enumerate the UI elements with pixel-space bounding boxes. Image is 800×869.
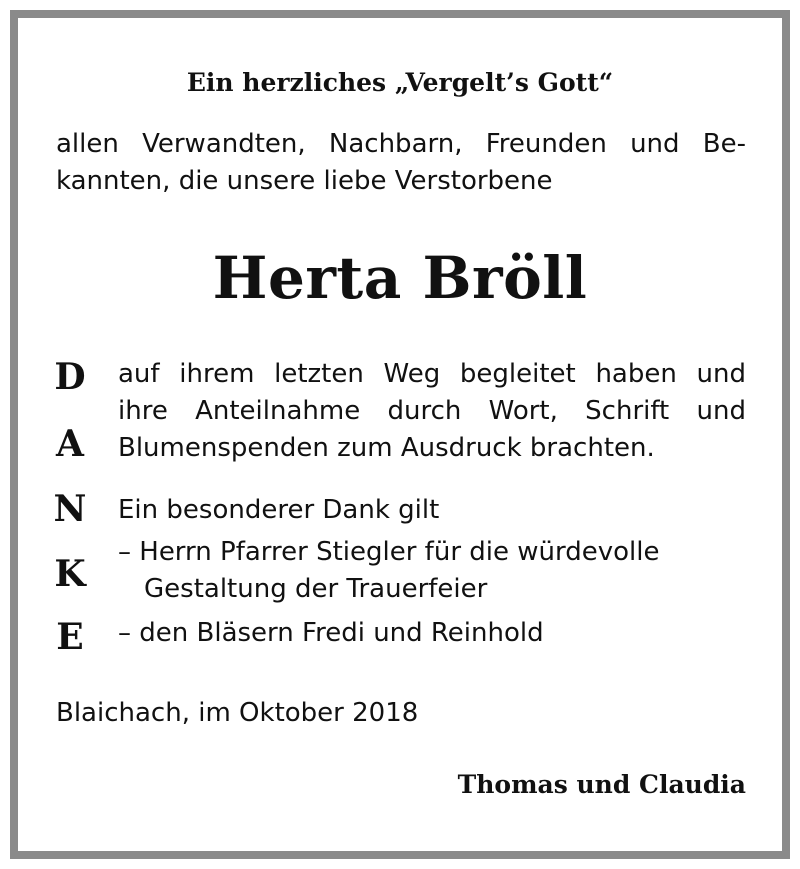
special-thanks [118,492,746,652]
place-date: Blaichach, im Oktober 2018 [56,698,419,728]
signature: Thomas und Claudia [457,770,746,799]
thanks-line: ihre Anteilnahme durch Wort, Schrift und [118,396,746,426]
special-thanks-item-continued: Gestaltung der Trauerfeier [144,574,488,604]
special-thanks-item: – Herrn Pfarrer Stiegler für die würdevolle [118,537,660,567]
danke-letter-n: N [53,488,87,530]
thanks-paragraph [118,356,746,467]
notice-heading: Ein herzliches „Vergelt’s Gott“ [186,68,614,97]
thanks-line: Blumenspenden zum Ausdruck brachten. [118,433,655,463]
danke-letter-e: E [56,616,84,658]
special-thanks-intro: Ein besonderer Dank gilt [118,495,440,525]
intro-line: allen Verwandten, Nachbarn, Freunden und Be- [56,129,746,159]
intro-line: kannten, die unsere liebe Verstorbene [56,166,553,196]
thanks-line: auf ihrem letzten Weg begleitet haben und [118,359,746,389]
special-thanks-item: – den Bläsern Fredi und Reinhold [118,618,544,648]
danke-letter-d: D [54,356,86,398]
danke-letter-a: A [56,423,84,465]
intro-paragraph [56,126,746,200]
deceased-name: Herta Bröll [212,244,588,312]
danke-letter-k: K [54,553,86,595]
